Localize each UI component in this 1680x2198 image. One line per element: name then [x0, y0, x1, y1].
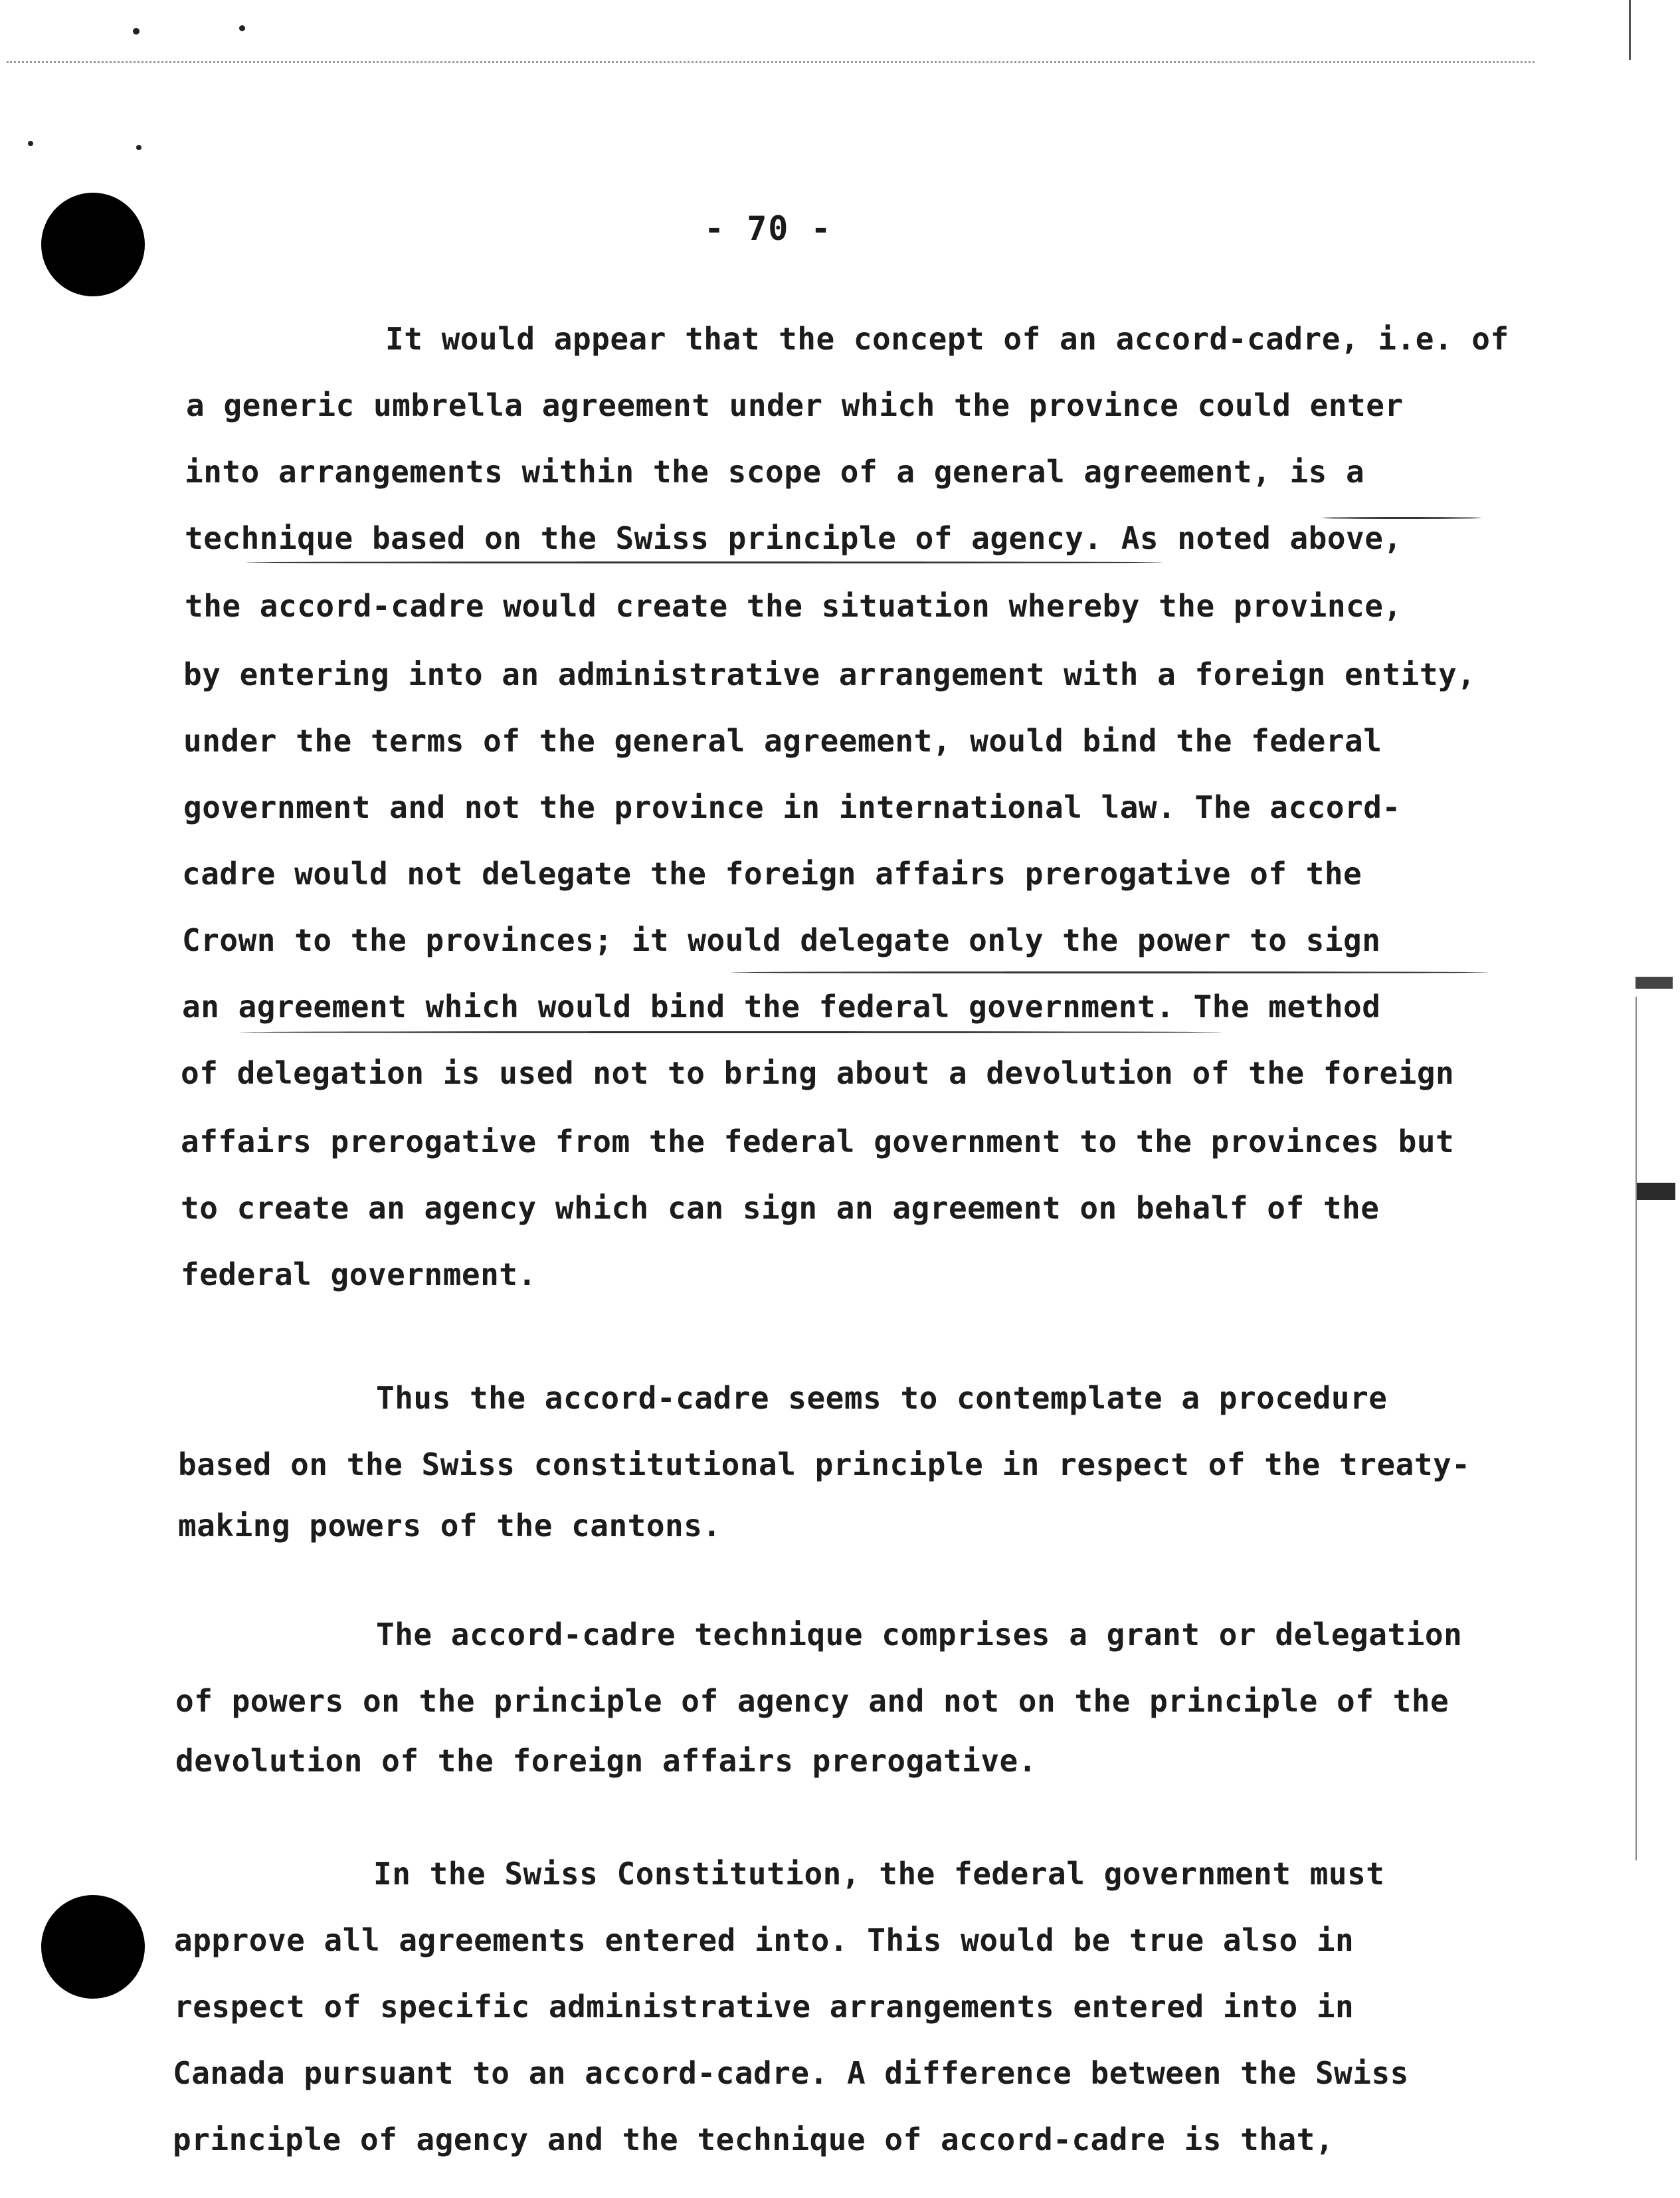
handwritten-underline: [239, 1031, 1222, 1033]
punch-hole: [41, 1895, 145, 1999]
scan-artifact-line: [7, 61, 1535, 63]
paragraph-1-line-12: of delegation is used not to bring about a devolution of the foreign: [181, 1055, 1455, 1091]
paragraph-2-line-3: making powers of the cantons.: [178, 1508, 721, 1544]
paragraph-1-line-15: federal government.: [181, 1256, 537, 1292]
paragraph-1-line-6: by entering into an administrative arrangement with a foreign entity,: [183, 656, 1476, 692]
page-number: - 70 -: [704, 209, 832, 248]
paragraph-3-line-1: The accord-cadre technique comprises a grant or delegation: [376, 1617, 1463, 1652]
paragraph-1-line-7: under the terms of the general agreement, would bind the federal: [183, 723, 1382, 759]
paragraph-4-line-1: In the Swiss Constitution, the federal government must: [373, 1856, 1385, 1892]
paragraph-4-line-5: principle of agency and the technique of accord-cadre is that,: [173, 2122, 1335, 2157]
paragraph-4-line-3: respect of specific administrative arrangements entered into in: [174, 1989, 1354, 2025]
paragraph-1-line-1: It would appear that the concept of an accord-cadre, i.e. of: [385, 321, 1509, 357]
scan-edge-mark: [1629, 0, 1631, 60]
paragraph-1-line-13: affairs prerogative from the federal government to the provinces but: [181, 1124, 1455, 1159]
scan-speck: [133, 28, 140, 35]
paragraph-1-line-4: technique based on the Swiss principle of agency. As noted above,: [185, 520, 1402, 556]
scan-edge-mark: [1635, 1183, 1675, 1200]
paragraph-2-line-1: Thus the accord-cadre seems to contemplate a procedure: [376, 1380, 1388, 1416]
paragraph-1-line-3: into arrangements within the scope of a general agreement, is a: [185, 454, 1365, 490]
paragraph-1-line-11: an agreement which would bind the federal government. The method: [182, 989, 1381, 1025]
paragraph-4-line-2: approve all agreements entered into. This would be true also in: [174, 1922, 1354, 1958]
scan-speck: [28, 141, 33, 146]
handwritten-underline: [246, 561, 1163, 563]
paragraph-1-line-9: cadre would not delegate the foreign affairs prerogative of the: [182, 856, 1362, 892]
punch-hole: [41, 193, 145, 296]
handwritten-underline: [1322, 517, 1481, 519]
handwritten-underline: [731, 971, 1488, 973]
paragraph-4-line-4: Canada pursuant to an accord-cadre. A difference between the Swiss: [173, 2055, 1409, 2091]
paragraph-1-line-8: government and not the province in international law. The accord-: [183, 789, 1401, 825]
paragraph-1-line-10: Crown to the provinces; it would delegate only the power to sign: [182, 922, 1381, 958]
paragraph-3-line-2: of powers on the principle of agency and not on the principle of the: [175, 1683, 1449, 1719]
scan-speck: [136, 145, 141, 150]
paragraph-3-line-3: devolution of the foreign affairs prerogative.: [175, 1743, 1037, 1779]
paragraph-1-line-2: a generic umbrella agreement under which the province could enter: [186, 387, 1404, 423]
scan-speck: [239, 25, 245, 31]
paragraph-1-line-14: to create an agency which can sign an agreement on behalf of the: [181, 1190, 1380, 1226]
scan-edge-mark: [1635, 977, 1673, 989]
scan-edge-mark: [1635, 997, 1637, 1860]
paragraph-2-line-2: based on the Swiss constitutional principle in respect of the treaty-: [178, 1447, 1471, 1482]
paragraph-1-line-5: the accord-cadre would create the situation whereby the province,: [185, 588, 1402, 624]
